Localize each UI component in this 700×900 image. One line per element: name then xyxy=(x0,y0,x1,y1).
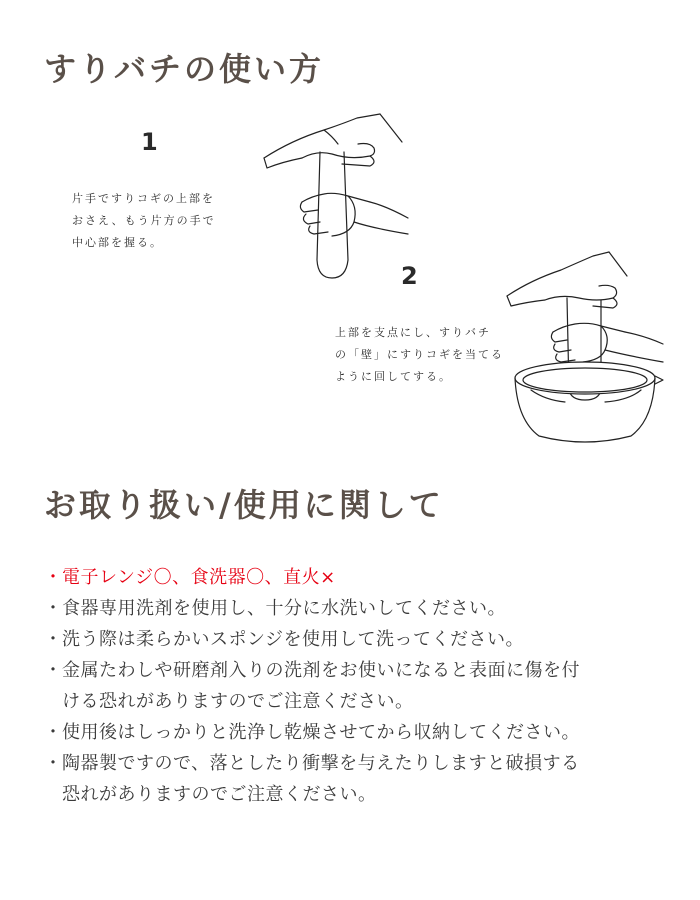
step-2-number: 2 xyxy=(401,262,418,290)
note-line: 電子レンジ〇、食洗器〇、直火× xyxy=(62,567,336,588)
bullet-icon: ・ xyxy=(44,753,63,774)
note-line: 金属たわしや研磨剤入りの洗剤をお使いになると表面に傷を付 xyxy=(62,660,580,681)
list-item xyxy=(44,624,674,655)
note-line: 使用後はしっかりと洗浄し乾燥させてから収納してください。 xyxy=(62,722,580,743)
bullet-icon: ・ xyxy=(44,629,63,650)
note-line: ける恐れがありますのでご注意ください。 xyxy=(62,691,414,712)
step-1-line: おさえ、もう片方の手で xyxy=(72,214,216,227)
list-item xyxy=(44,593,674,624)
step-1-number: 1 xyxy=(141,128,158,156)
step-2-line: の「壁」にすりコギを当てる xyxy=(335,348,504,361)
hand-holding-pestle-icon xyxy=(262,110,412,295)
list-item xyxy=(44,655,674,717)
note-line: 恐れがありますのでご注意ください。 xyxy=(62,784,377,805)
bullet-icon: ・ xyxy=(44,722,63,743)
handling-notes-list xyxy=(44,562,674,810)
bullet-icon: ・ xyxy=(44,598,63,619)
step-2-line: 上部を支点にし、すりバチ xyxy=(335,326,491,339)
step-2-line: ように回してする。 xyxy=(335,370,452,383)
note-line: 陶器製ですので、落としたり衝撃を与えたりしますと破損する xyxy=(62,753,580,774)
step-2-instructions xyxy=(335,322,504,388)
bullet-icon: ・ xyxy=(44,567,63,588)
handling-title: お取り扱い/使用に関して xyxy=(44,486,444,524)
list-item xyxy=(44,748,674,810)
list-item xyxy=(44,562,674,593)
usage-title: すりバチの使い方 xyxy=(44,50,325,88)
hand-grinding-mortar-icon xyxy=(505,250,665,450)
step-1-instructions xyxy=(72,188,216,254)
step-1-line: 中心部を握る。 xyxy=(72,236,163,249)
list-item xyxy=(44,717,674,748)
note-line: 食器専用洗剤を使用し、十分に水洗いしてください。 xyxy=(62,598,506,619)
step-1-line: 片手ですりコギの上部を xyxy=(72,192,215,205)
bullet-icon: ・ xyxy=(44,660,63,681)
note-line: 洗う際は柔らかいスポンジを使用して洗ってください。 xyxy=(62,629,525,650)
